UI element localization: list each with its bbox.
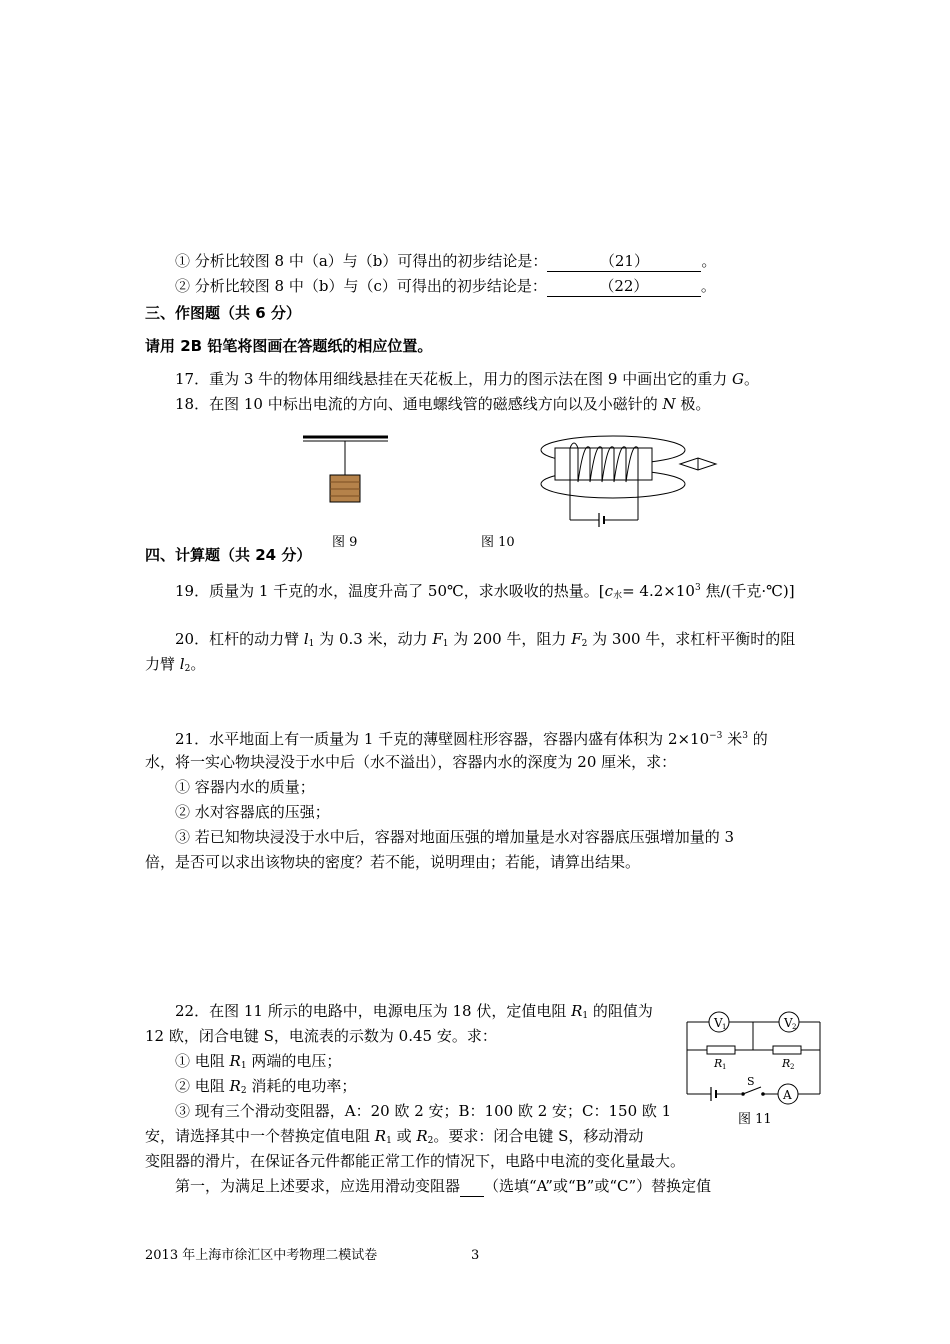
- switch-label: S: [747, 1075, 755, 1088]
- question-22-last-line: 第一，为满足上述要求，应选用滑动变阻器 （选填“A”或“B”或“C”）替换定值: [175, 1177, 712, 1195]
- question-22-item-3-cont-2: 变阻器的滑片，在保证各元件都能正常工作的情况下，电路中电流的变化量最大。: [145, 1152, 686, 1170]
- figure-9-caption: 图 9: [332, 535, 358, 550]
- svg-text:1: 1: [722, 1063, 727, 1071]
- figure-11-caption: 图 11: [738, 1112, 772, 1127]
- v2-label: V: [784, 1016, 793, 1030]
- question-22-item-3: ③ 现有三个滑动变阻器，A：20 欧 2 安；B：100 欧 2 安；C：150 欧 1: [175, 1102, 672, 1120]
- resistor-r2: [773, 1046, 801, 1054]
- question-22-line-1: 22．在图 11 所示的电路中，电源电压为 18 伏，定值电阻 $R_1$ 的阻值为: [175, 1002, 653, 1021]
- footer-title: 2013 年上海市徐汇区中考物理二模试卷: [145, 1248, 378, 1263]
- page-number: 3: [471, 1248, 480, 1263]
- section-3-instruction: 请用 2B 铅笔将图画在答题纸的相应位置。: [145, 337, 433, 355]
- figure-9-diagram: [295, 432, 395, 512]
- q16-conclusion-2: ② 分析比较图 8 中（b）与（c）可得出的初步结论是： （22） 。: [175, 277, 716, 295]
- question-21-line-1: 21．水平地面上有一质量为 1 千克的薄壁圆柱形容器，容器内盛有体积为 $2\times 10^{-3}$ 米$^3$ 的: [175, 730, 768, 748]
- answer-blank-22[interactable]: （22）: [547, 276, 701, 297]
- answer-blank-resistor[interactable]: [460, 1176, 484, 1197]
- v1-label: V: [714, 1016, 723, 1030]
- question-21-item-3-cont: 倍，是否可以求出该物块的密度？若不能，说明理由；若能，请算出结果。: [145, 853, 641, 871]
- question-22-item-2: ② 电阻 $R_2$ 消耗的电功率；: [175, 1077, 357, 1096]
- question-20-line-2: 力臂 $l_2$。: [145, 655, 206, 674]
- answer-blank-21[interactable]: （21）: [547, 251, 701, 272]
- switch-s: [743, 1087, 761, 1094]
- question-20-line-1: 20．杠杆的动力臂 $l_1$ 为 0.3 米，动力 $F_1$ 为 200 牛，阻力 $F_2$ 为 300 牛，求杠杆平衡时的阻: [175, 630, 796, 649]
- svg-text:2: 2: [792, 1023, 797, 1031]
- figure-11-circuit: [685, 1010, 825, 1110]
- question-18: 18．在图 10 中标出电流的方向、通电螺线管的磁感线方向以及小磁针的 N 极。: [175, 395, 711, 413]
- question-21-item-3: ③ 若已知物块浸没于水中后，容器对地面压强的增加量是水对容器底压强增加量的 3: [175, 828, 735, 846]
- question-22-item-3-cont: 安，请选择其中一个替换定值电阻 $R_1$ 或 $R_2$。要求：闭合电键 S，移动滑动: [145, 1127, 644, 1146]
- q16-conclusion-1: ① 分析比较图 8 中（a）与（b）可得出的初步结论是： （21） 。: [175, 252, 717, 270]
- question-19: 19．质量为 1 千克的水，温度升高了 50℃，求水吸收的热量。[$c_水= 4.2\times 10^3$ 焦/(千克·℃)]: [175, 582, 795, 601]
- r2-label: R: [782, 1057, 791, 1070]
- r1-label: R: [714, 1057, 723, 1070]
- question-21-item-2: ② 水对容器底的压强；: [175, 803, 330, 821]
- resistor-r1: [707, 1046, 735, 1054]
- ammeter-label: A: [783, 1088, 792, 1102]
- question-21-line-2: 水，将一实心物块浸没于水中后（水不溢出），容器内水的深度为 20 厘米，求：: [145, 753, 677, 771]
- section-4-title: 四、计算题（共 24 分）: [145, 546, 312, 564]
- section-3-title: 三、作图题（共 6 分）: [145, 304, 301, 322]
- figure-10-caption: 图 10: [481, 535, 515, 550]
- svg-text:1: 1: [722, 1023, 727, 1031]
- figure-10-diagram: [540, 430, 730, 525]
- svg-text:2: 2: [790, 1063, 795, 1071]
- question-22-line-2: 12 欧，闭合电键 S，电流表的示数为 0.45 安。求：: [145, 1027, 497, 1045]
- question-22-item-1: ① 电阻 $R_1$ 两端的电压；: [175, 1052, 342, 1071]
- question-21-item-1: ① 容器内水的质量；: [175, 778, 315, 796]
- question-17: 17．重为 3 牛的物体用细线悬挂在天花板上，用力的图示法在图 9 中画出它的重力 G。: [175, 370, 760, 388]
